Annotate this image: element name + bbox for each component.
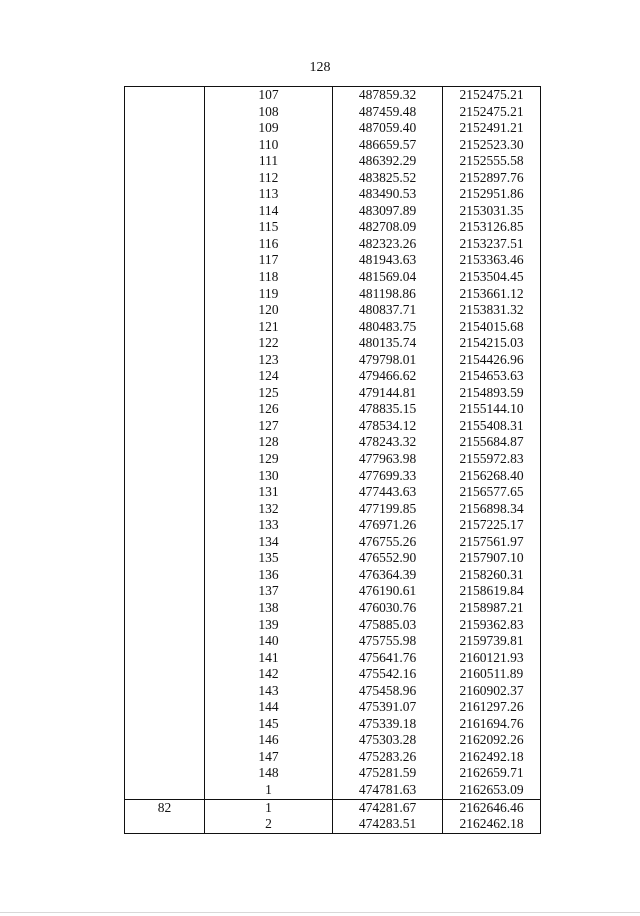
x-coordinate-cell: 483490.53 [333, 186, 443, 203]
point-number-cell: 123 [205, 352, 333, 369]
y-coordinate-cell: 2158619.84 [443, 583, 541, 600]
x-coordinate-cell: 475755.98 [333, 633, 443, 650]
y-coordinate-cell: 2152491.21 [443, 120, 541, 137]
plot-number-cell [125, 550, 205, 567]
point-number-cell: 140 [205, 633, 333, 650]
x-coordinate-cell: 475391.07 [333, 699, 443, 716]
y-coordinate-cell: 2155972.83 [443, 451, 541, 468]
x-coordinate-cell: 476190.61 [333, 583, 443, 600]
y-coordinate-cell: 2152475.21 [443, 104, 541, 121]
plot-number-cell [125, 385, 205, 402]
table-row [125, 633, 541, 650]
plot-number-cell [125, 368, 205, 385]
x-coordinate-cell: 476552.90 [333, 550, 443, 567]
page-number: 128 [309, 60, 331, 75]
x-coordinate-cell: 477699.33 [333, 468, 443, 485]
point-number-cell: 133 [205, 517, 333, 534]
y-coordinate-cell: 2153031.35 [443, 203, 541, 220]
point-number-cell: 143 [205, 683, 333, 700]
plot-number-cell [125, 517, 205, 534]
table-row [125, 418, 541, 435]
x-coordinate-cell: 475303.28 [333, 732, 443, 749]
point-number-cell: 131 [205, 484, 333, 501]
plot-number-cell [125, 120, 205, 137]
plot-number-cell [125, 600, 205, 617]
x-coordinate-cell: 477963.98 [333, 451, 443, 468]
point-number-cell: 132 [205, 501, 333, 518]
table-row [125, 153, 541, 170]
plot-number-cell [125, 269, 205, 286]
y-coordinate-cell: 2157561.97 [443, 534, 541, 551]
table-row [125, 186, 541, 203]
x-coordinate-cell: 477443.63 [333, 484, 443, 501]
plot-number-cell [125, 302, 205, 319]
x-coordinate-cell: 480483.75 [333, 319, 443, 336]
y-coordinate-cell: 2154015.68 [443, 319, 541, 336]
table-row [125, 600, 541, 617]
y-coordinate-cell: 2159362.83 [443, 617, 541, 634]
y-coordinate-cell: 2156898.34 [443, 501, 541, 518]
x-coordinate-cell: 479466.62 [333, 368, 443, 385]
y-coordinate-cell: 2156268.40 [443, 468, 541, 485]
point-number-cell: 122 [205, 335, 333, 352]
point-number-cell: 119 [205, 286, 333, 303]
point-number-cell: 148 [205, 765, 333, 782]
point-number-cell: 1 [205, 782, 333, 799]
point-number-cell: 107 [205, 87, 333, 104]
y-coordinate-cell: 2155684.87 [443, 434, 541, 451]
plot-number-cell [125, 219, 205, 236]
point-number-cell: 134 [205, 534, 333, 551]
point-number-cell: 125 [205, 385, 333, 402]
plot-number-cell [125, 534, 205, 551]
y-coordinate-cell: 2152951.86 [443, 186, 541, 203]
table-row [125, 368, 541, 385]
x-coordinate-cell: 480135.74 [333, 335, 443, 352]
table-row [125, 732, 541, 749]
x-coordinate-cell: 477199.85 [333, 501, 443, 518]
plot-number-cell [125, 749, 205, 766]
plot-number-cell [125, 782, 205, 799]
y-coordinate-cell: 2162092.26 [443, 732, 541, 749]
y-coordinate-cell: 2153126.85 [443, 219, 541, 236]
table-row [125, 749, 541, 766]
table-row [125, 650, 541, 667]
plot-number-cell [125, 732, 205, 749]
point-number-cell: 141 [205, 650, 333, 667]
x-coordinate-cell: 475281.59 [333, 765, 443, 782]
point-number-cell: 113 [205, 186, 333, 203]
y-coordinate-cell: 2162462.18 [443, 816, 541, 833]
table-row [125, 219, 541, 236]
x-coordinate-cell: 474781.63 [333, 782, 443, 799]
point-number-cell: 127 [205, 418, 333, 435]
x-coordinate-cell: 486392.29 [333, 153, 443, 170]
y-coordinate-cell: 2162646.46 [443, 799, 541, 816]
table-row [125, 666, 541, 683]
y-coordinate-cell: 2162492.18 [443, 749, 541, 766]
point-number-cell: 109 [205, 120, 333, 137]
plot-number-cell [125, 137, 205, 154]
table-row [125, 120, 541, 137]
point-number-cell: 147 [205, 749, 333, 766]
x-coordinate-cell: 476364.39 [333, 567, 443, 584]
x-coordinate-cell: 478534.12 [333, 418, 443, 435]
table-row [125, 517, 541, 534]
plot-number-cell [125, 501, 205, 518]
y-coordinate-cell: 2152523.30 [443, 137, 541, 154]
plot-number-cell [125, 418, 205, 435]
table-row [125, 816, 541, 833]
point-number-cell: 146 [205, 732, 333, 749]
y-coordinate-cell: 2155144.10 [443, 401, 541, 418]
plot-number-cell [125, 170, 205, 187]
table-row [125, 401, 541, 418]
x-coordinate-cell: 475542.16 [333, 666, 443, 683]
y-coordinate-cell: 2154215.03 [443, 335, 541, 352]
x-coordinate-cell: 475339.18 [333, 716, 443, 733]
plot-number-cell [125, 468, 205, 485]
y-coordinate-cell: 2161694.76 [443, 716, 541, 733]
point-number-cell: 139 [205, 617, 333, 634]
x-coordinate-cell: 480837.71 [333, 302, 443, 319]
point-number-cell: 121 [205, 319, 333, 336]
point-number-cell: 137 [205, 583, 333, 600]
y-coordinate-cell: 2153504.45 [443, 269, 541, 286]
x-coordinate-cell: 481943.63 [333, 252, 443, 269]
plot-number-cell [125, 633, 205, 650]
y-coordinate-cell: 2156577.65 [443, 484, 541, 501]
point-number-cell: 130 [205, 468, 333, 485]
point-number-cell: 111 [205, 153, 333, 170]
point-number-cell: 138 [205, 600, 333, 617]
y-coordinate-cell: 2153237.51 [443, 236, 541, 253]
point-number-cell: 117 [205, 252, 333, 269]
y-coordinate-cell: 2158987.21 [443, 600, 541, 617]
table-row [125, 335, 541, 352]
table-row [125, 468, 541, 485]
x-coordinate-cell: 479144.81 [333, 385, 443, 402]
x-coordinate-cell: 483825.52 [333, 170, 443, 187]
table-row [125, 104, 541, 121]
x-coordinate-cell: 474281.67 [333, 799, 443, 816]
point-number-cell: 115 [205, 219, 333, 236]
plot-number-cell [125, 401, 205, 418]
table-row [125, 699, 541, 716]
table-row [125, 137, 541, 154]
plot-number-cell [125, 650, 205, 667]
page-edge-line [0, 912, 640, 913]
table-row [125, 252, 541, 269]
table-row [125, 534, 541, 551]
plot-number-cell [125, 203, 205, 220]
table-row [125, 567, 541, 584]
plot-number-cell [125, 104, 205, 121]
table-row [125, 434, 541, 451]
y-coordinate-cell: 2152555.58 [443, 153, 541, 170]
coordinates-table-body [125, 87, 541, 834]
point-number-cell: 120 [205, 302, 333, 319]
y-coordinate-cell: 2161297.26 [443, 699, 541, 716]
table-row [125, 302, 541, 319]
y-coordinate-cell: 2157225.17 [443, 517, 541, 534]
y-coordinate-cell: 2158260.31 [443, 567, 541, 584]
point-number-cell: 135 [205, 550, 333, 567]
x-coordinate-cell: 478243.32 [333, 434, 443, 451]
x-coordinate-cell: 487859.32 [333, 87, 443, 104]
x-coordinate-cell: 483097.89 [333, 203, 443, 220]
plot-number-cell [125, 153, 205, 170]
table-row [125, 484, 541, 501]
x-coordinate-cell: 482708.09 [333, 219, 443, 236]
x-coordinate-cell: 474283.51 [333, 816, 443, 833]
point-number-cell: 145 [205, 716, 333, 733]
table-row [125, 501, 541, 518]
point-number-cell: 126 [205, 401, 333, 418]
point-number-cell: 136 [205, 567, 333, 584]
point-number-cell: 142 [205, 666, 333, 683]
plot-number-cell [125, 699, 205, 716]
y-coordinate-cell: 2155408.31 [443, 418, 541, 435]
plot-number-cell [125, 666, 205, 683]
table-row [125, 170, 541, 187]
x-coordinate-cell: 475283.26 [333, 749, 443, 766]
table-row [125, 352, 541, 369]
x-coordinate-cell: 476755.26 [333, 534, 443, 551]
point-number-cell: 116 [205, 236, 333, 253]
plot-number-cell [125, 816, 205, 833]
plot-number-cell [125, 352, 205, 369]
point-number-cell: 114 [205, 203, 333, 220]
plot-number-cell [125, 434, 205, 451]
x-coordinate-cell: 475885.03 [333, 617, 443, 634]
x-coordinate-cell: 475641.76 [333, 650, 443, 667]
coordinates-table [124, 86, 541, 834]
table-row [125, 765, 541, 782]
plot-number-cell [125, 583, 205, 600]
point-number-cell: 2 [205, 816, 333, 833]
point-number-cell: 110 [205, 137, 333, 154]
point-number-cell: 118 [205, 269, 333, 286]
table-row [125, 87, 541, 104]
y-coordinate-cell: 2160902.37 [443, 683, 541, 700]
plot-number-cell [125, 716, 205, 733]
y-coordinate-cell: 2160121.93 [443, 650, 541, 667]
plot-number-cell [125, 186, 205, 203]
plot-number-cell [125, 617, 205, 634]
plot-number-cell [125, 451, 205, 468]
plot-number-cell [125, 252, 205, 269]
table-row [125, 203, 541, 220]
plot-number-cell [125, 319, 205, 336]
y-coordinate-cell: 2153831.32 [443, 302, 541, 319]
y-coordinate-cell: 2153661.12 [443, 286, 541, 303]
x-coordinate-cell: 482323.26 [333, 236, 443, 253]
y-coordinate-cell: 2153363.46 [443, 252, 541, 269]
plot-number-cell [125, 87, 205, 104]
table-row [125, 269, 541, 286]
x-coordinate-cell: 476030.76 [333, 600, 443, 617]
plot-number-cell [125, 765, 205, 782]
table-row [125, 385, 541, 402]
y-coordinate-cell: 2154653.63 [443, 368, 541, 385]
table-row [125, 716, 541, 733]
plot-number-cell [125, 567, 205, 584]
point-number-cell: 108 [205, 104, 333, 121]
point-number-cell: 124 [205, 368, 333, 385]
x-coordinate-cell: 481198.86 [333, 286, 443, 303]
y-coordinate-cell: 2159739.81 [443, 633, 541, 650]
x-coordinate-cell: 478835.15 [333, 401, 443, 418]
table-row [125, 617, 541, 634]
table-row [125, 782, 541, 799]
table-row [125, 451, 541, 468]
table-row [125, 550, 541, 567]
point-number-cell: 144 [205, 699, 333, 716]
y-coordinate-cell: 2152897.76 [443, 170, 541, 187]
y-coordinate-cell: 2162659.71 [443, 765, 541, 782]
table-row [125, 319, 541, 336]
table-row [125, 683, 541, 700]
table-row [125, 799, 541, 816]
plot-number-cell [125, 286, 205, 303]
y-coordinate-cell: 2154426.96 [443, 352, 541, 369]
table-row [125, 236, 541, 253]
plot-number-cell: 82 [125, 799, 205, 816]
plot-number-cell [125, 236, 205, 253]
point-number-cell: 112 [205, 170, 333, 187]
point-number-cell: 1 [205, 799, 333, 816]
plot-number-cell [125, 484, 205, 501]
point-number-cell: 128 [205, 434, 333, 451]
x-coordinate-cell: 476971.26 [333, 517, 443, 534]
table-row [125, 583, 541, 600]
y-coordinate-cell: 2160511.89 [443, 666, 541, 683]
table-row [125, 286, 541, 303]
y-coordinate-cell: 2154893.59 [443, 385, 541, 402]
x-coordinate-cell: 481569.04 [333, 269, 443, 286]
y-coordinate-cell: 2152475.21 [443, 87, 541, 104]
plot-number-cell [125, 335, 205, 352]
x-coordinate-cell: 479798.01 [333, 352, 443, 369]
y-coordinate-cell: 2162653.09 [443, 782, 541, 799]
x-coordinate-cell: 487459.48 [333, 104, 443, 121]
x-coordinate-cell: 487059.40 [333, 120, 443, 137]
point-number-cell: 129 [205, 451, 333, 468]
plot-number-cell [125, 683, 205, 700]
x-coordinate-cell: 475458.96 [333, 683, 443, 700]
x-coordinate-cell: 486659.57 [333, 137, 443, 154]
y-coordinate-cell: 2157907.10 [443, 550, 541, 567]
